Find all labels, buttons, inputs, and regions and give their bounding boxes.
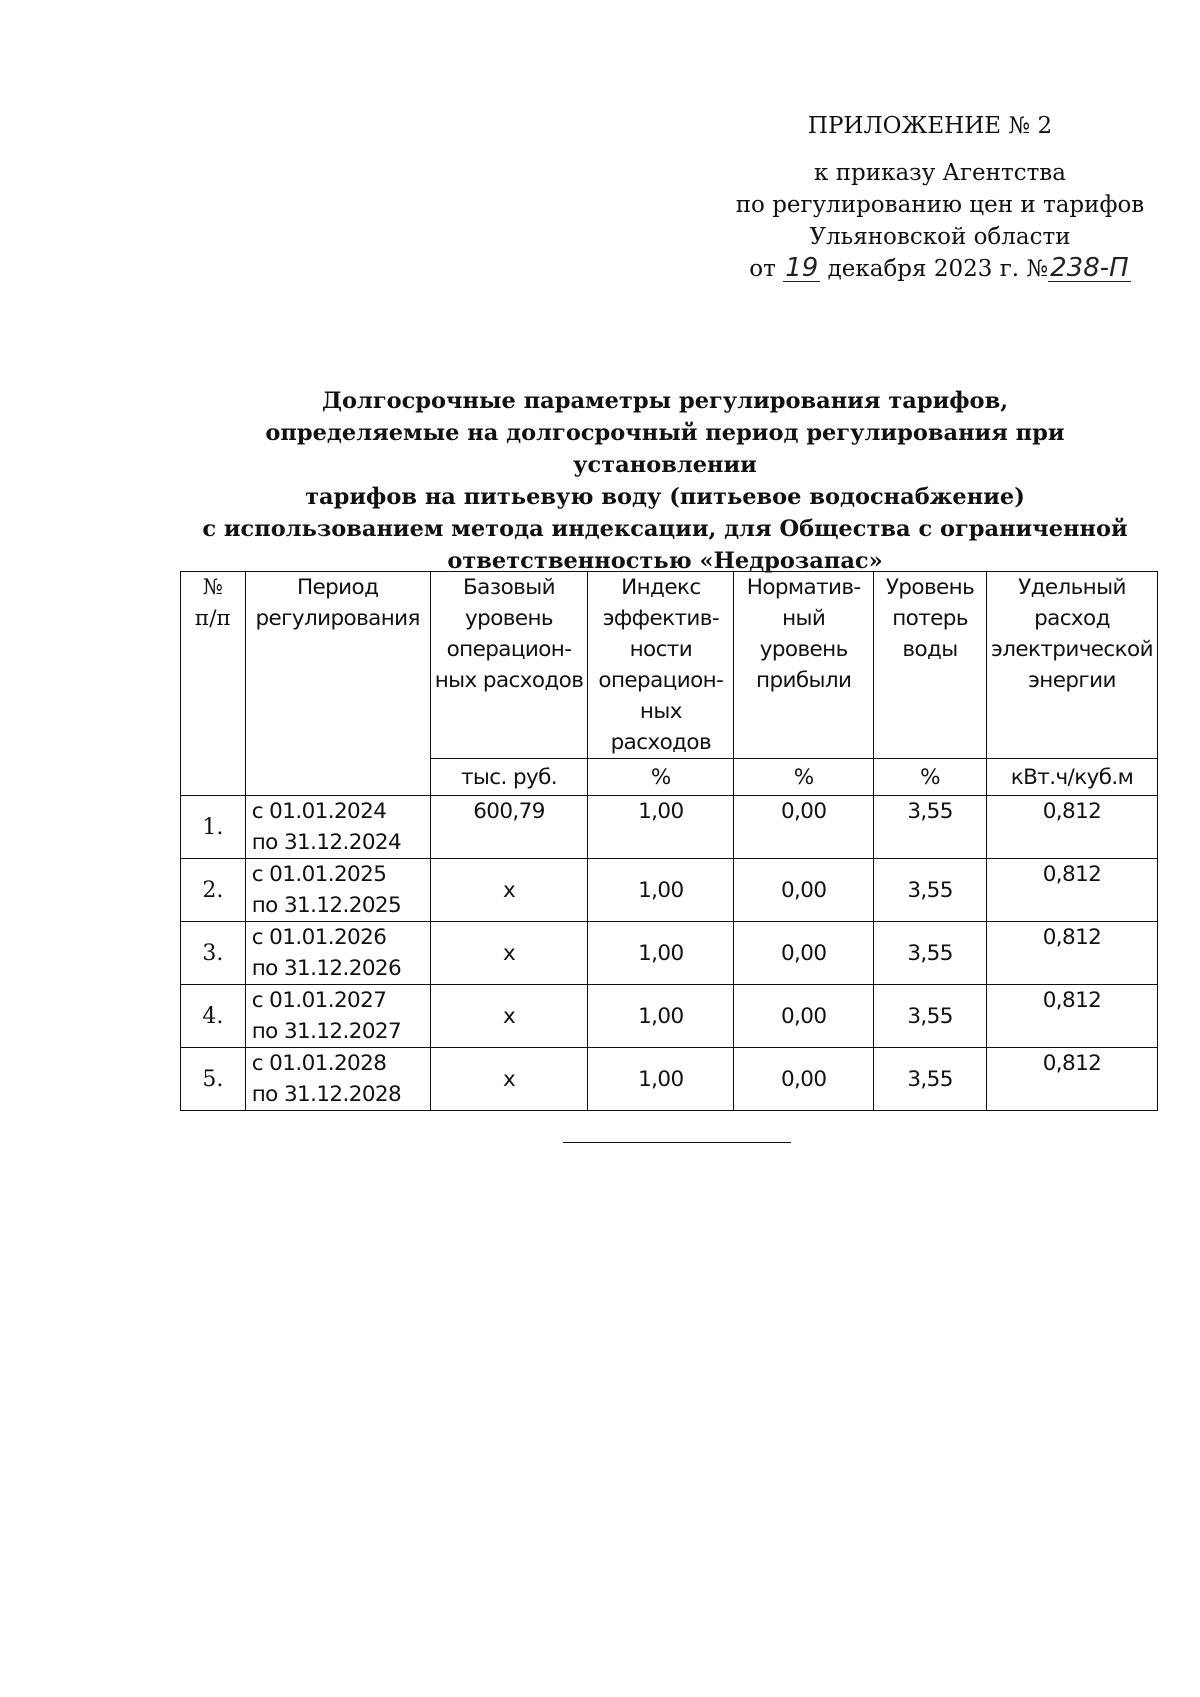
period-to: по 31.12.2027: [251, 1019, 402, 1044]
row-index: 1,00: [588, 796, 734, 859]
period-to: по 31.12.2028: [251, 1082, 402, 1107]
title-line: с использованием метода индексации, для Общества с ограниченной: [202, 516, 1128, 542]
row-index: 1,00: [588, 922, 734, 985]
row-energy: 0,812: [986, 922, 1157, 985]
period-from: с 01.01.2027: [251, 988, 387, 1013]
header-text: Норматив-: [746, 575, 861, 600]
row-losses: 3,55: [874, 796, 987, 859]
parameters-table: [180, 571, 1158, 1111]
row-period: [245, 859, 430, 922]
header-energy-consumption: [986, 572, 1157, 759]
row-losses: 3,55: [874, 985, 987, 1048]
header-number: [181, 572, 246, 796]
row-profit: 0,00: [734, 859, 874, 922]
unit-base: тыс. руб.: [430, 759, 588, 796]
row-number: 4.: [181, 985, 246, 1048]
document-title: [170, 385, 1160, 577]
row-base: x: [430, 985, 588, 1048]
row-losses: 3,55: [874, 922, 987, 985]
header-text: воды: [902, 637, 958, 662]
appendix-line-3: Ульяновской области: [809, 224, 1071, 250]
header-text: Уровень: [885, 575, 975, 600]
row-index: 1,00: [588, 859, 734, 922]
row-period: [245, 922, 430, 985]
row-losses: 3,55: [874, 1048, 987, 1111]
title-line: Долгосрочные параметры регулирования тарифов,: [321, 388, 1009, 414]
row-period: [245, 796, 430, 859]
unit-index: %: [588, 759, 734, 796]
header-text: Удельный: [1018, 575, 1126, 600]
title-line: ответственностью «Недрозапас»: [447, 548, 883, 574]
row-number: 3.: [181, 922, 246, 985]
date-day-handwritten: 19: [785, 253, 819, 283]
row-base: x: [430, 859, 588, 922]
header-efficiency-index: [588, 572, 734, 759]
row-number: 5.: [181, 1048, 246, 1111]
header-text: расход: [1034, 606, 1110, 631]
period-from: с 01.01.2025: [251, 862, 387, 887]
row-base: 600,79: [430, 796, 588, 859]
period-from: с 01.01.2028: [251, 1051, 387, 1076]
row-losses: 3,55: [874, 859, 987, 922]
header-text: расходов: [610, 730, 712, 755]
table-row: [181, 796, 1158, 859]
period-from: с 01.01.2024: [251, 799, 387, 824]
row-base: x: [430, 922, 588, 985]
appendix-title: ПРИЛОЖЕНИЕ № 2: [807, 113, 1053, 139]
row-period: [245, 1048, 430, 1111]
header-text: эффектив-: [602, 606, 719, 631]
header-text: операцион-: [446, 637, 572, 662]
appendix-reference: [700, 157, 1180, 285]
table-row: [181, 859, 1158, 922]
date-prefix: от: [749, 256, 776, 282]
header-text: Период: [296, 575, 379, 600]
header-text: Базовый: [463, 575, 555, 600]
header-period: [245, 572, 430, 796]
header-text: №: [202, 575, 224, 600]
header-text: электрической: [991, 637, 1153, 662]
header-text: уровень: [759, 637, 848, 662]
row-index: 1,00: [588, 985, 734, 1048]
period-to: по 31.12.2026: [251, 956, 402, 981]
unit-losses: %: [874, 759, 987, 796]
appendix-date-line: [700, 253, 1180, 285]
row-profit: 0,00: [734, 985, 874, 1048]
header-text: уровень: [465, 606, 553, 631]
header-text: п/п: [194, 606, 231, 631]
header-water-losses: [874, 572, 987, 759]
header-text: энергии: [1028, 668, 1116, 693]
order-number-handwritten: 238-П: [1050, 253, 1129, 283]
period-to: по 31.12.2025: [251, 893, 402, 918]
header-text: операцион-: [598, 668, 724, 693]
header-text: ных: [639, 699, 682, 724]
table-row: [181, 985, 1158, 1048]
period-to: по 31.12.2024: [251, 830, 402, 855]
header-text: регулирования: [255, 606, 420, 631]
row-base: x: [430, 1048, 588, 1111]
row-profit: 0,00: [734, 922, 874, 985]
header-text: ных расходов: [434, 668, 584, 693]
table-row: [181, 922, 1158, 985]
header-text: Индекс: [621, 575, 701, 600]
row-profit: 0,00: [734, 1048, 874, 1111]
header-text: прибыли: [755, 668, 852, 693]
row-energy: 0,812: [986, 859, 1157, 922]
title-line: определяемые на долгосрочный период регулирования при установлении: [265, 420, 1065, 478]
closing-rule: [563, 1142, 791, 1143]
table-header-row: [181, 572, 1158, 759]
date-rest: декабря 2023 г. №: [827, 256, 1049, 282]
row-period: [245, 985, 430, 1048]
table-row: [181, 1048, 1158, 1111]
unit-profit: %: [734, 759, 874, 796]
header-profit-level: [734, 572, 874, 759]
row-energy: 0,812: [986, 985, 1157, 1048]
title-line: тарифов на питьевую воду (питьевое водоснабжение): [305, 484, 1025, 510]
appendix-line-2: по регулированию цен и тарифов: [735, 192, 1145, 218]
header-base-level: [430, 572, 588, 759]
row-energy: 0,812: [986, 796, 1157, 859]
appendix-line-1: к приказу Агентства: [814, 160, 1066, 186]
row-number: 2.: [181, 859, 246, 922]
period-from: с 01.01.2026: [251, 925, 387, 950]
row-index: 1,00: [588, 1048, 734, 1111]
row-energy: 0,812: [986, 1048, 1157, 1111]
header-text: потерь: [892, 606, 968, 631]
unit-energy: кВт.ч/куб.м: [986, 759, 1157, 796]
row-profit: 0,00: [734, 796, 874, 859]
header-text: ности: [629, 637, 693, 662]
header-text: ный: [782, 606, 826, 631]
row-number: 1.: [181, 796, 246, 859]
